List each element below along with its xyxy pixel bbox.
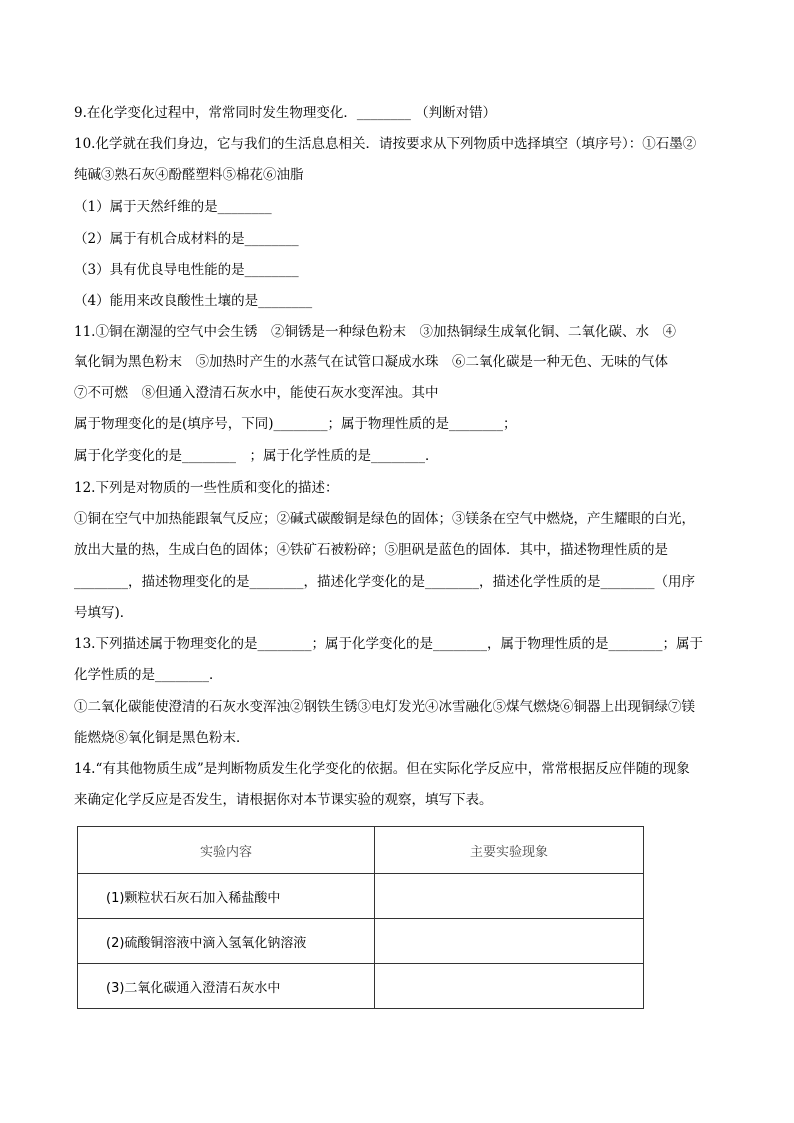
question-10-line-1: 10.化学就在我们身边，它与我们的生活息息相关．请按要求从下列物质中选择填空（填序号）：①石墨② [74,136,697,152]
question-11-line-4: 属于物理变化的是(填序号，下同)________；属于物理性质的是________； [74,416,517,432]
table-header-row [78,827,644,874]
question-12-line-4: ________，描述物理变化的是________，描述化学变化的是________，描述化学性质的是________（用序 [74,574,695,590]
question-13-line-2: 化学性质的是________． [74,667,223,683]
table-row [78,919,644,964]
question-11-line-1: 11.①铜在潮湿的空气中会生锈 ②铜锈是一种绿色粉末 ③加热铜绿生成氧化铜、二氧化碳、水 ④ [74,324,676,340]
question-14-line-1: 14.“有其他物质生成”是判断物质发生化学变化的依据。但在实际化学反应中，常常根据反应伴随的现象 [74,761,690,777]
question-14-line-2: 来确定化学反应是否发生，请根据你对本节课实验的观察，填写下表。 [74,792,493,808]
table-header-content: 实验内容 [78,827,375,874]
question-11-line-3: ⑦不可燃 ⑧但通入澄清石灰水中，能使石灰水变浑浊。其中 [74,385,439,401]
experiment-table [77,826,644,1009]
question-12-line-3: 放出大量的热，生成白色的固体；④铁矿石被粉碎；⑤胆矾是蓝色的固体．其中，描述物理性质的是 [74,542,668,558]
question-11-line-5: 属于化学变化的是________ ；属于化学性质的是________． [74,448,439,464]
question-13-line-4: 能燃烧⑧氧化铜是黑色粉末． [74,730,250,746]
question-13-line-3: ①二氧化碳能使澄清的石灰水变浑浊②钢铁生锈③电灯发光④冰雪融化⑤煤气燃烧⑥铜器上出现铜绿⑦镁 [74,699,695,715]
question-10-sub-2: （2）属于有机合成材料的是________ [74,231,299,247]
table-cell-experiment: (1)颗粒状石灰石加入稀盐酸中 [78,874,375,919]
table-row [78,964,644,1009]
question-12-line-1: 12.下列是对物质的一些性质和变化的描述： [74,480,339,496]
table-row [78,874,644,919]
question-12-line-2: ①铜在空气中加热能跟氧气反应；②碱式碳酸铜是绿色的固体；③镁条在空气中燃烧，产生耀眼的白光， [74,511,695,527]
table-cell-phenomenon[interactable] [375,964,644,1009]
question-10-sub-1: （1）属于天然纤维的是________ [74,199,272,215]
table-header-phenomenon: 主要实验现象 [375,827,644,874]
table-cell-experiment: (3)二氧化碳通入澄清石灰水中 [78,964,375,1009]
question-10-sub-3: （3）具有优良导电性能的是________ [74,262,299,278]
question-10-line-2: 纯碱③熟石灰④酚醛塑料⑤棉花⑥油脂 [74,167,304,183]
question-13-line-1: 13.下列描述属于物理变化的是________；属于化学变化的是________，属于物理性质的是________；属于 [74,636,703,652]
question-9: 9.在化学变化过程中，常常同时发生物理变化．________ （判断对错） [74,105,497,121]
table-cell-experiment: (2)硫酸铜溶液中滴入氢氧化钠溶液 [78,919,375,964]
question-11-line-2: 氧化铜为黑色粉末 ⑤加热时产生的水蒸气在试管口凝成水珠 ⑥二氧化碳是一种无色、无味的气体 [74,354,668,370]
table-cell-phenomenon[interactable] [375,919,644,964]
question-10-sub-4: （4）能用来改良酸性土壤的是________ [74,293,313,309]
table-cell-phenomenon[interactable] [375,874,644,919]
question-12-line-5: 号填写)． [74,605,134,621]
